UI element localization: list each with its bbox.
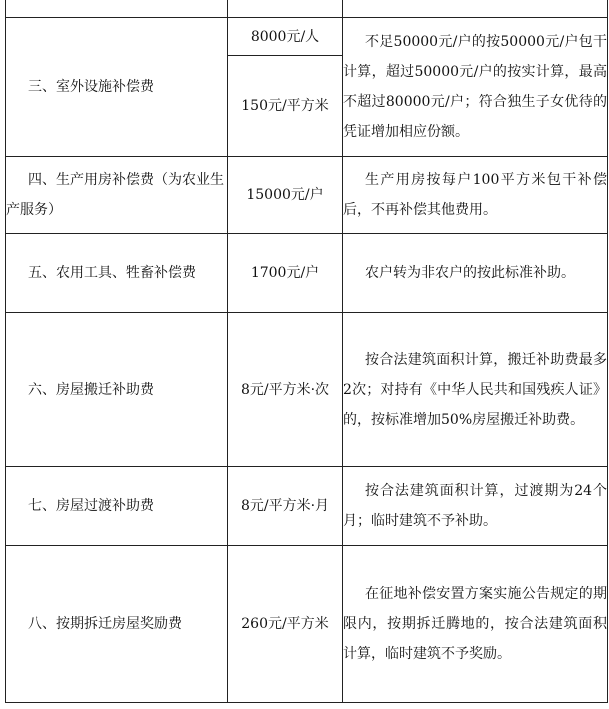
item-label: 三、室外设施补偿费 (28, 79, 154, 95)
note-text: 按合法建筑面积计算，搬迁补助费最多2次；对持有《中华人民共和国残疾人证》的，按标准增加50%房屋搬迁补助费。 (343, 351, 607, 428)
item-label: 七、房屋过渡补助费 (28, 498, 154, 514)
standard-value: 15000元/户 (246, 187, 324, 203)
blank-cell (343, 0, 608, 18)
table-row (6, 467, 608, 546)
item-label: 四、生产用房补偿费（为农业生产服务） (6, 172, 224, 218)
standard-cell (228, 467, 343, 546)
table-row (6, 157, 608, 234)
note-cell (343, 234, 608, 313)
table-row-previous-partial (6, 0, 608, 18)
item-cell (6, 467, 228, 546)
note-cell (343, 467, 608, 546)
item-cell (6, 18, 228, 157)
item-cell (6, 313, 228, 467)
table-row (6, 234, 608, 313)
table-row (6, 18, 608, 56)
table-row (6, 313, 608, 467)
standard-cell (228, 18, 343, 56)
standard-cell (228, 546, 343, 703)
note-text: 农户转为非农户的按此标准补助。 (365, 265, 575, 281)
note-text: 在征地补偿安置方案实施公告规定的期限内，按期拆迁腾地的，按合法建筑面积计算，临时建筑不予奖励。 (343, 586, 607, 662)
note-cell (343, 313, 608, 467)
blank-cell (6, 0, 228, 18)
note-text: 按合法建筑面积计算，过渡期为24个月；临时建筑不予补助。 (343, 483, 607, 529)
standard-value: 8000元/人 (250, 28, 320, 45)
standard-cell (228, 56, 343, 157)
item-label: 六、房屋搬迁补助费 (28, 381, 154, 398)
standard-value: 150元/平方米 (241, 98, 329, 114)
note-cell (343, 546, 608, 703)
standard-value: 260元/平方米 (241, 616, 329, 632)
note-text: 生产用房按每户100平方米包干补偿后，不再补偿其他费用。 (343, 172, 607, 218)
standard-cell (228, 313, 343, 467)
standard-value: 8元/平方米·次 (240, 381, 330, 398)
note-text: 不足50000元/户的按50000元/户包干计算，超过50000元/户的按实计算，最高不超过80000元/户；符合独生子女优待的凭证增加相应份额。 (343, 34, 607, 140)
standard-cell (228, 157, 343, 234)
blank-cell (228, 0, 343, 18)
item-label: 五、农用工具、牲畜补偿费 (28, 265, 196, 281)
item-cell (6, 157, 228, 234)
item-cell (6, 234, 228, 313)
compensation-fee-table (5, 0, 608, 703)
standard-cell (228, 234, 343, 313)
standard-value: 1700元/户 (250, 265, 320, 281)
item-label: 八、按期拆迁房屋奖励费 (28, 616, 182, 632)
item-cell (6, 546, 228, 703)
table-row (6, 546, 608, 703)
note-cell (343, 157, 608, 234)
standard-value: 8元/平方米·月 (240, 498, 330, 514)
note-cell (343, 18, 608, 157)
